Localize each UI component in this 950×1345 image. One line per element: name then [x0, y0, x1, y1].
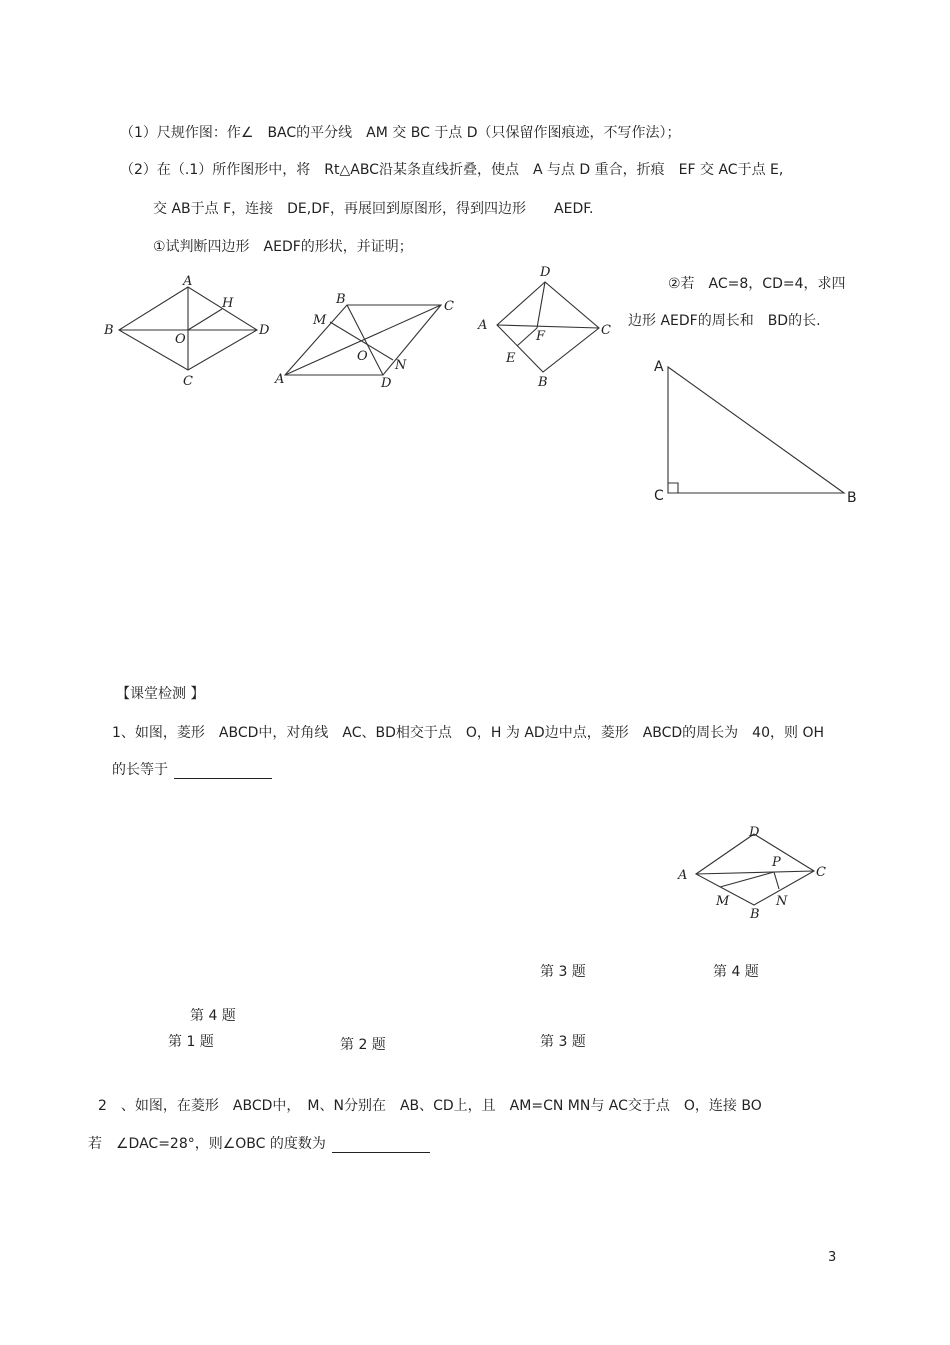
figure-right-triangle	[652, 357, 862, 507]
label-c: C	[183, 374, 193, 389]
label-b: B	[847, 490, 857, 506]
label-a: A	[183, 274, 193, 289]
label-c: C	[816, 865, 826, 880]
triangle-outline	[668, 367, 844, 493]
answer-blank	[332, 1138, 430, 1153]
question-2-part-2-line-2: 边形 AEDF的周长和 BD的长.	[628, 313, 821, 329]
check-question-2-line-1: 2 、如图，在菱形 ABCD中， M、N分别在 AB、CD上，且 AM=CN MN与 AC交于点 O，连接 BO	[98, 1098, 762, 1114]
label-e: E	[506, 351, 516, 366]
caption-fig3-a: 第 3 题	[540, 964, 586, 980]
right-angle-marker	[668, 483, 678, 493]
diagonal-ac	[696, 871, 814, 874]
label-m: M	[313, 313, 327, 328]
label-h: H	[222, 296, 234, 311]
label-d: D	[540, 265, 551, 280]
question-2-part-2-line-1: ②若 AC=8，CD=4，求四	[668, 276, 846, 292]
answer-blank	[174, 764, 272, 779]
label-p: P	[772, 855, 781, 870]
label-b: B	[750, 907, 760, 922]
caption-fig1: 第 1 题	[168, 1034, 214, 1050]
label-n: N	[776, 894, 788, 909]
figure-rhombus-1	[100, 274, 270, 389]
label-a: A	[275, 372, 285, 387]
label-f: F	[536, 329, 546, 344]
question-2-part-1: ①试判断四边形 AEDF的形状，并证明；	[153, 239, 413, 255]
question-2-line-1: （2）在（.1）所作图形中，将 Rt△ABC沿某条直线折叠，使点 A 与点 D 重合，折痕 EF 交 AC于点 E,	[120, 162, 784, 178]
section-title-classroom-check: 【课堂检测 】	[116, 686, 205, 702]
answer-prompt: 若 ∠DAC=28°，则∠OBC 的度数为	[88, 1136, 326, 1152]
label-d: D	[259, 323, 270, 338]
caption-fig2: 第 2 题	[340, 1037, 386, 1053]
label-c: C	[444, 299, 454, 314]
check-question-1-line-1: 1、如图，菱形 ABCD中，对角线 AC、BD相交于点 O，H 为 AD边中点，菱形 ABCD的周长为 40，则 OH	[112, 725, 824, 741]
segment-pn	[774, 872, 779, 889]
label-b: B	[336, 292, 346, 307]
figure-rhombus-2	[275, 288, 465, 398]
label-n: N	[395, 358, 407, 373]
diagonal-ac	[285, 305, 441, 375]
label-b: B	[538, 375, 548, 390]
segment-fe	[517, 328, 537, 346]
label-d: D	[749, 825, 760, 840]
answer-prompt: 的长等于	[112, 762, 168, 778]
label-m: M	[716, 894, 730, 909]
segment-df	[537, 282, 545, 328]
label-a: A	[478, 318, 488, 333]
figure-rhombus-4	[676, 821, 846, 931]
diagonal-bd	[347, 305, 383, 375]
label-a: A	[678, 868, 688, 883]
caption-fig4-b: 第 4 题	[190, 1008, 236, 1024]
question-2-line-2: 交 AB于点 F，连接 DE,DF，再展回到原图形，得到四边形 AEDF.	[153, 201, 594, 217]
label-o: O	[175, 332, 186, 347]
segment-mp	[720, 872, 774, 887]
page-number: 3	[828, 1250, 837, 1265]
caption-fig4-a: 第 4 题	[713, 964, 759, 980]
segment-oh	[188, 309, 222, 330]
rhombus-outline	[696, 834, 814, 905]
check-question-2-line-2	[88, 1135, 430, 1153]
label-b: B	[104, 323, 114, 338]
label-c: C	[601, 323, 611, 338]
diagonal-ac	[497, 325, 599, 328]
label-d: D	[381, 376, 392, 391]
label-c: C	[654, 488, 664, 504]
figure-square-3	[475, 262, 615, 392]
label-a: A	[654, 359, 664, 375]
check-question-1-line-2	[112, 761, 272, 779]
question-1: （1）尺规作图：作∠ BAC的平分线 AM 交 BC 于点 D（只保留作图痕迹，不写作法）；	[120, 125, 681, 141]
caption-fig3-b: 第 3 题	[540, 1034, 586, 1050]
label-o: O	[357, 349, 368, 364]
